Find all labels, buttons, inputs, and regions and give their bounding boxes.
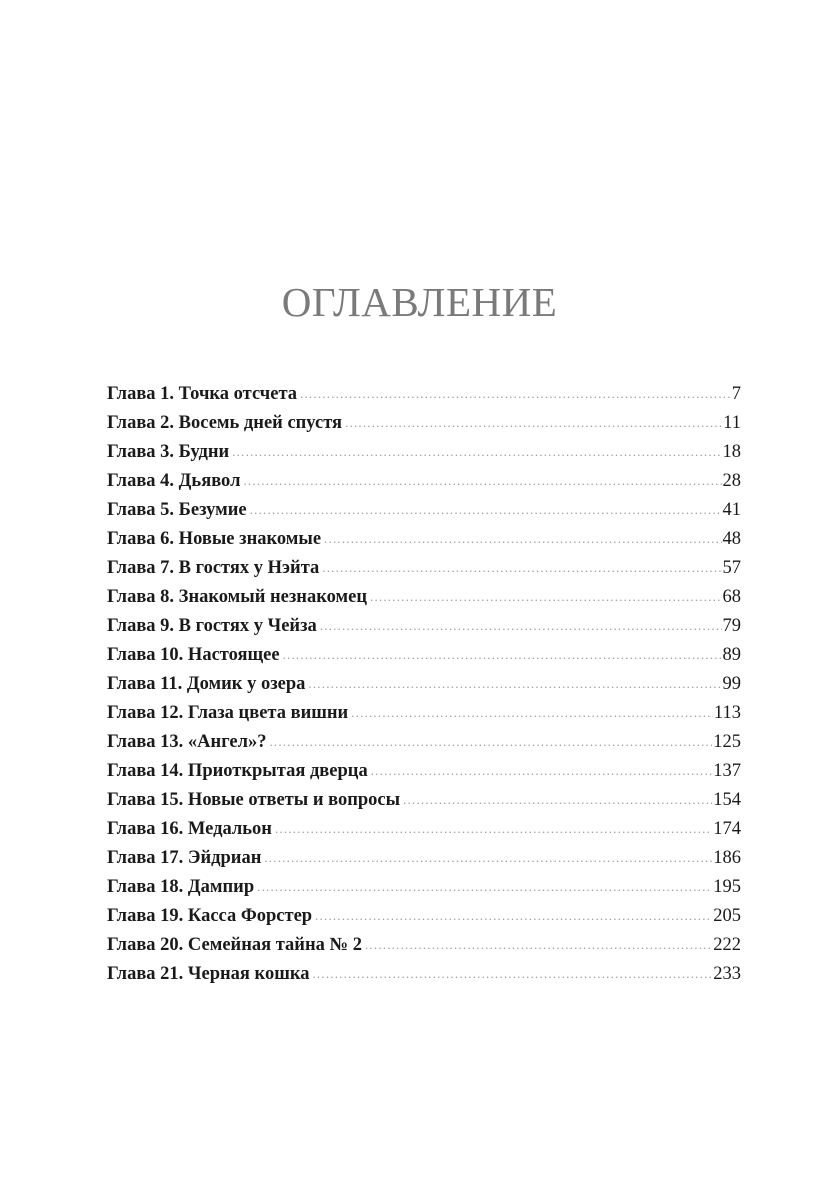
toc-entry-title: Глава 14. Приоткрытая дверца (107, 761, 368, 781)
dot-leader (283, 640, 722, 669)
toc-entry-title: Глава 16. Медальон (107, 819, 272, 839)
dot-leader (243, 466, 721, 495)
toc-entry-15[interactable] (107, 786, 741, 815)
toc-entry-title: Глава 21. Черная кошка (107, 964, 310, 984)
toc-entry-10[interactable] (107, 641, 741, 670)
toc-entry-4[interactable] (107, 467, 741, 496)
toc-entry-title: Глава 2. Восемь дней спустя (107, 413, 343, 433)
dot-leader (345, 408, 722, 437)
dot-leader (257, 872, 712, 901)
dot-leader (324, 524, 721, 553)
toc-entry-7[interactable] (107, 554, 741, 583)
toc-entry-title: Глава 15. Новые ответы и вопросы (107, 790, 401, 810)
dot-leader (315, 901, 712, 930)
toc-entry-18[interactable] (107, 873, 741, 902)
toc-entry-19[interactable] (107, 902, 741, 931)
dot-leader (320, 611, 722, 640)
toc-entry-page: 79 (722, 616, 741, 636)
dot-leader (264, 843, 712, 872)
toc-entry-page: 48 (722, 529, 741, 549)
toc-entry-6[interactable] (107, 525, 741, 554)
toc-entry-3[interactable] (107, 438, 741, 467)
toc-entry-title: Глава 20. Семейная тайна № 2 (107, 935, 362, 955)
toc-entry-page: 11 (723, 413, 741, 433)
toc-entry-page: 154 (713, 790, 741, 810)
toc-entry-page: 28 (722, 471, 741, 491)
toc-entry-1[interactable] (107, 380, 741, 409)
toc-entry-11[interactable] (107, 670, 741, 699)
page-title: ОГЛАВЛЕНИЕ (281, 279, 558, 325)
toc-entry-title: Глава 5. Безумие (107, 500, 247, 520)
toc-entry-title: Глава 18. Дампир (107, 877, 255, 897)
toc-entry-title: Глава 10. Настоящее (107, 645, 280, 665)
toc-entry-page: 41 (722, 500, 741, 520)
toc-entry-16[interactable] (107, 815, 741, 844)
toc-entry-page: 7 (731, 384, 741, 404)
dot-leader (308, 669, 721, 698)
toc-entry-title: Глава 11. Домик у озера (107, 674, 306, 694)
dot-leader (250, 495, 722, 524)
toc-entry-page: 233 (713, 964, 741, 984)
toc-entry-title: Глава 6. Новые знакомые (107, 529, 322, 549)
toc-entry-14[interactable] (107, 757, 741, 786)
dot-leader (232, 437, 721, 466)
toc-entry-title: Глава 1. Точка отсчета (107, 384, 298, 404)
toc-entry-title: Глава 4. Дьявол (107, 471, 241, 491)
table-of-contents (107, 380, 741, 989)
dot-leader (371, 756, 713, 785)
dot-leader (403, 785, 712, 814)
dot-leader (370, 582, 722, 611)
dot-leader (275, 814, 712, 843)
toc-entry-page: 68 (722, 587, 741, 607)
toc-entry-page: 186 (713, 848, 741, 868)
toc-entry-12[interactable] (107, 699, 741, 728)
toc-entry-page: 18 (722, 442, 741, 462)
dot-leader (300, 379, 731, 408)
toc-entry-page: 125 (713, 732, 741, 752)
dot-leader (322, 553, 721, 582)
toc-entry-13[interactable] (107, 728, 741, 757)
toc-entry-title: Глава 19. Касса Форстер (107, 906, 313, 926)
toc-entry-page: 99 (722, 674, 741, 694)
toc-entry-title: Глава 12. Глаза цвета вишни (107, 703, 349, 723)
toc-entry-page: 174 (713, 819, 741, 839)
toc-entry-page: 89 (722, 645, 741, 665)
toc-entry-title: Глава 17. Эйдриан (107, 848, 262, 868)
toc-entry-5[interactable] (107, 496, 741, 525)
toc-entry-page: 113 (713, 703, 741, 723)
toc-entry-title: Глава 7. В гостях у Нэйта (107, 558, 320, 578)
toc-entry-page: 137 (713, 761, 741, 781)
toc-entry-page: 57 (722, 558, 741, 578)
toc-entry-title: Глава 9. В гостях у Чейза (107, 616, 317, 636)
toc-entry-title: Глава 8. Знакомый незнакомец (107, 587, 367, 607)
toc-entry-title: Глава 13. «Ангел»? (107, 732, 267, 752)
toc-entry-page: 222 (713, 935, 741, 955)
dot-leader (269, 727, 712, 756)
dot-leader (351, 698, 713, 727)
toc-entry-2[interactable] (107, 409, 741, 438)
toc-entry-21[interactable] (107, 960, 741, 989)
toc-entry-20[interactable] (107, 931, 741, 960)
dot-leader (365, 930, 712, 959)
toc-entry-page: 205 (713, 906, 741, 926)
dot-leader (312, 959, 712, 988)
toc-entry-page: 195 (713, 877, 741, 897)
toc-entry-8[interactable] (107, 583, 741, 612)
toc-entry-title: Глава 3. Будни (107, 442, 230, 462)
toc-entry-9[interactable] (107, 612, 741, 641)
toc-entry-17[interactable] (107, 844, 741, 873)
